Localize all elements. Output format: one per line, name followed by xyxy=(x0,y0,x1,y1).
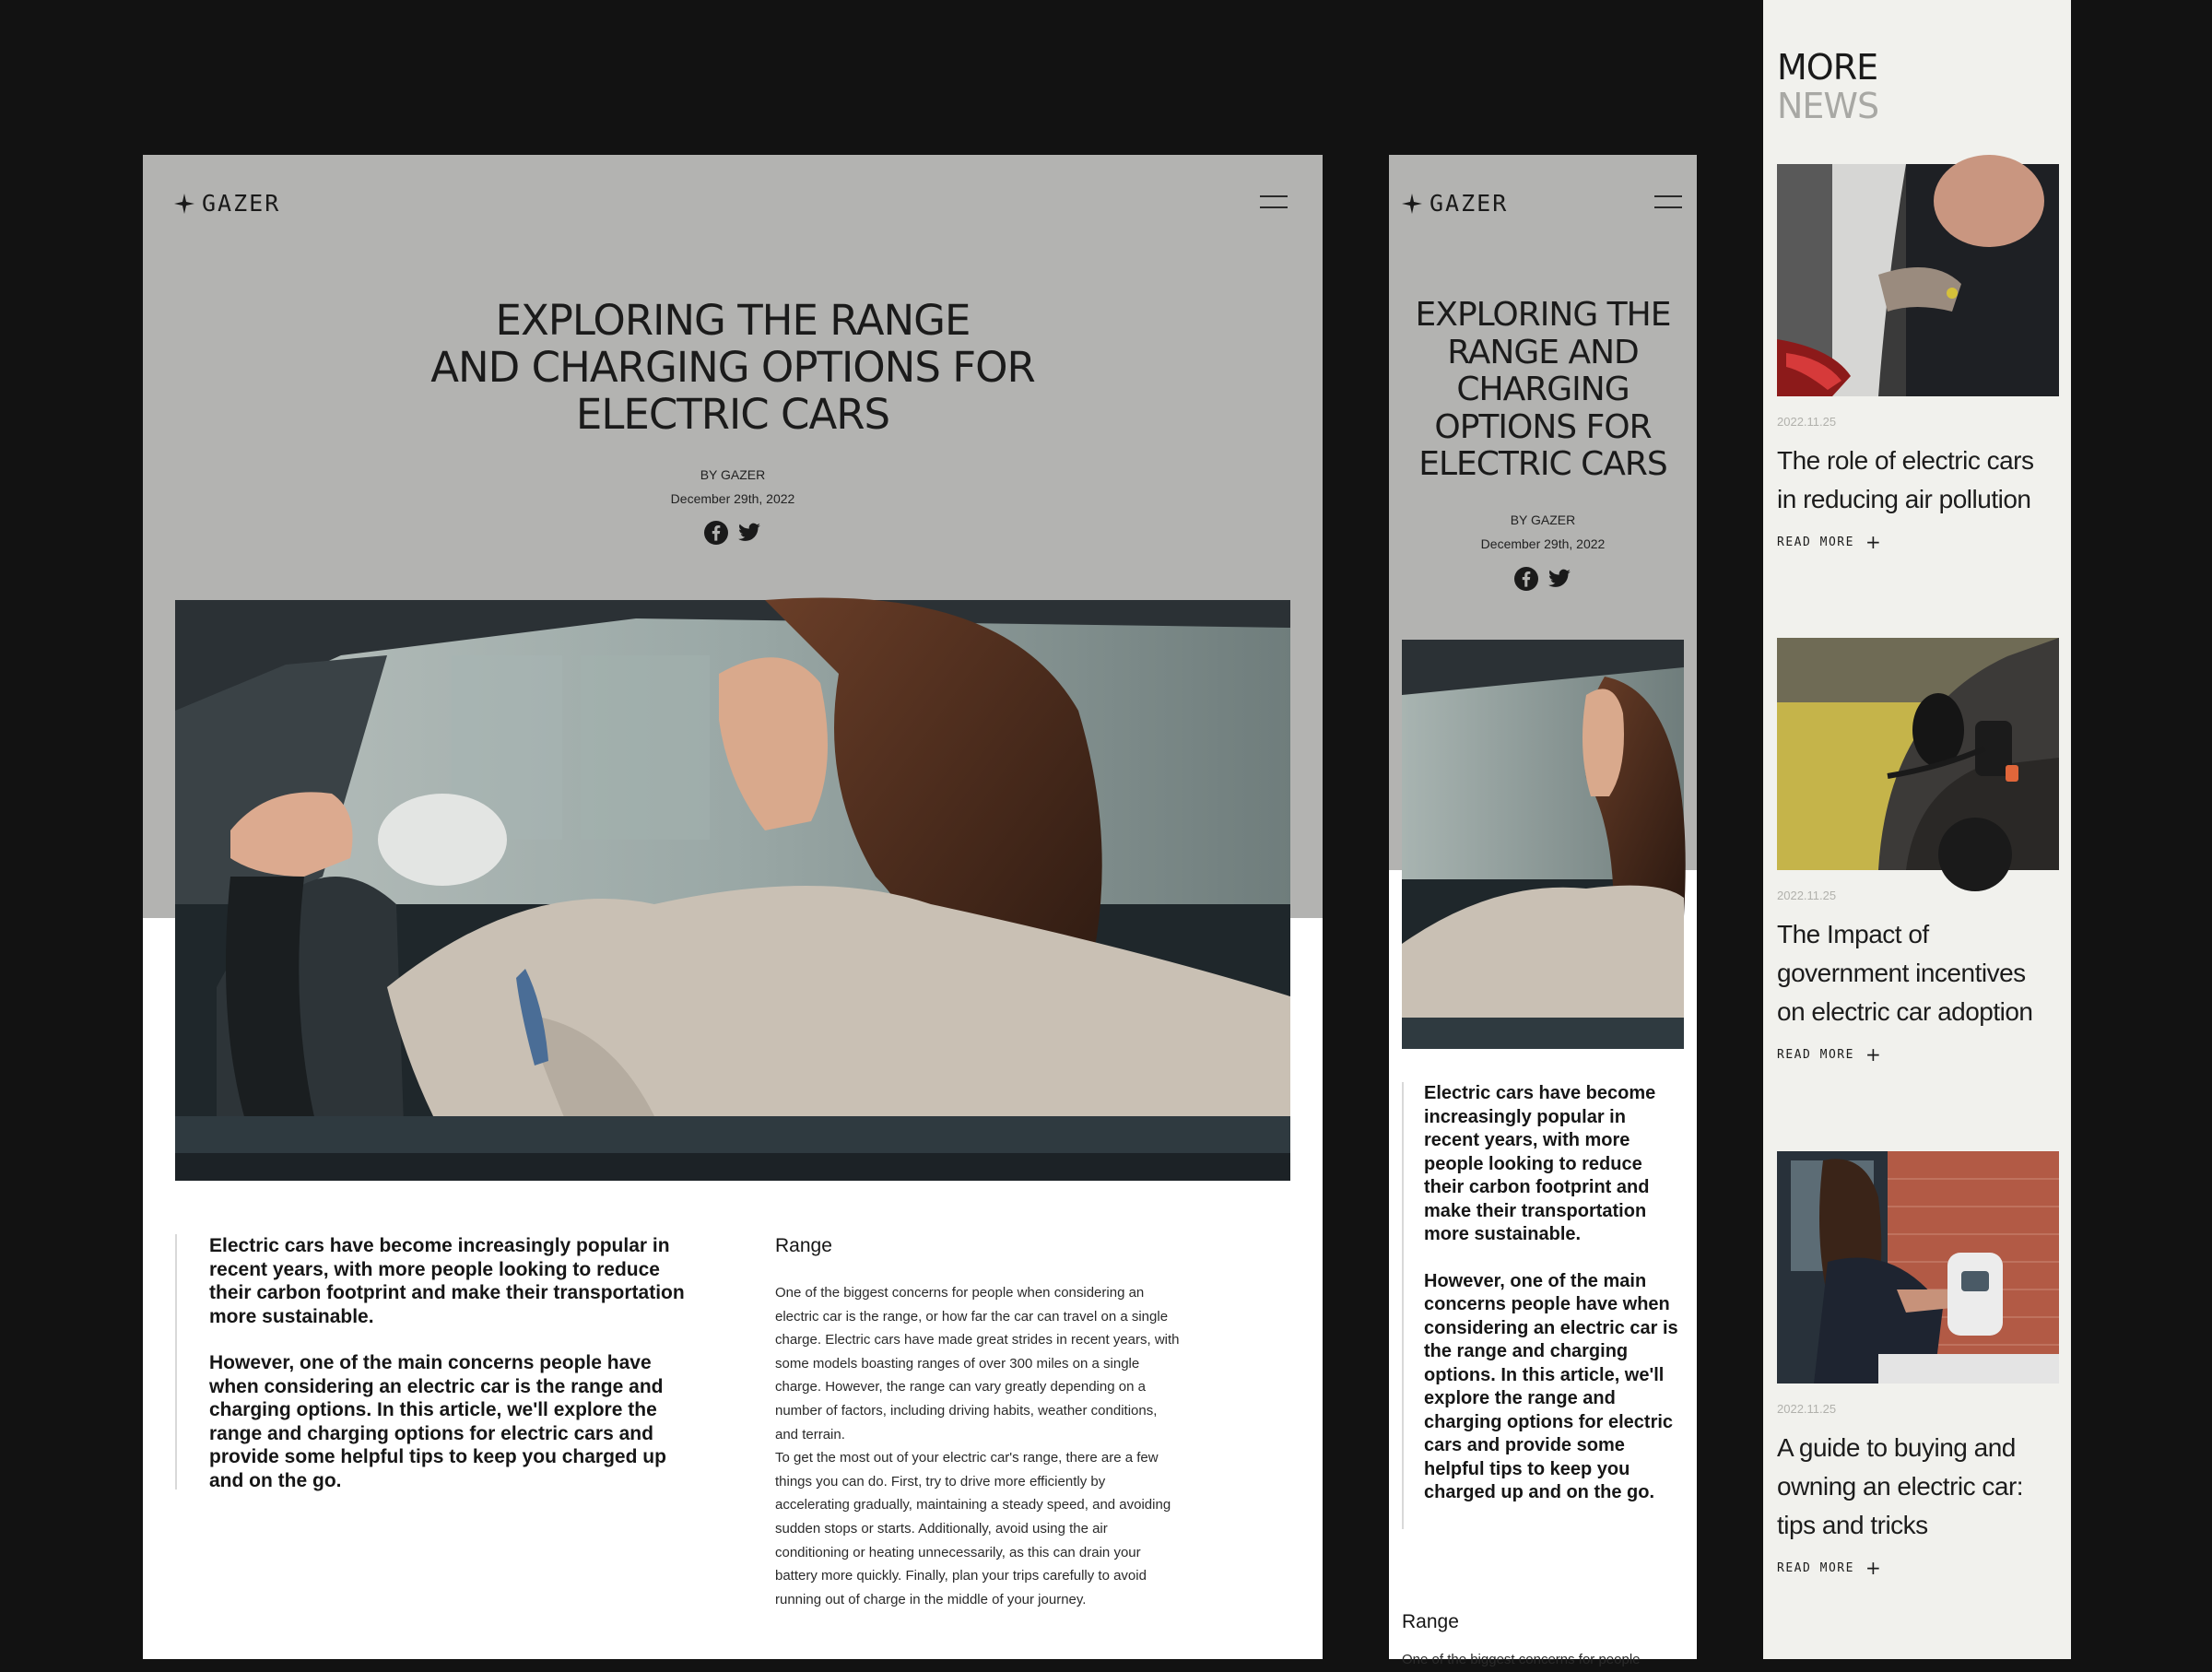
mobile-brand-logo[interactable] xyxy=(1402,190,1508,217)
plus-icon: + xyxy=(1865,1557,1883,1579)
twitter-icon[interactable] xyxy=(737,521,761,545)
news-title[interactable]: The role of electric cars in reducing air pollution xyxy=(1777,446,2034,513)
mobile-section-body: One of the biggest concerns for people xyxy=(1402,1652,1641,1667)
mobile-social-share xyxy=(1389,567,1697,591)
intro-blockquote xyxy=(175,1234,691,1489)
intro-paragraph-2: However, one of the main concerns people have when considering an electric car is the range and charging options. In this article, we'll explore the range and charging options for electric cars and provide some helpful tips to keep you charged up and on the go. xyxy=(209,1352,666,1491)
article-title: EXPLORING THE RANGE AND CHARGING OPTIONS FOR ELECTRIC CARS xyxy=(430,296,1035,439)
hamburger-menu-icon[interactable] xyxy=(1260,195,1288,208)
mobile-brand-name: GAZER xyxy=(1430,190,1509,217)
social-share xyxy=(143,521,1323,545)
read-more-button[interactable]: READ MORE + xyxy=(1777,531,1883,553)
news-date: 2022.11.25 xyxy=(1777,889,1837,902)
news-title[interactable]: The Impact of government incentives on electric car adoption xyxy=(1777,920,2033,1026)
news-thumb-charger-port xyxy=(1777,638,2059,870)
brand-logo[interactable] xyxy=(174,190,280,217)
sparkle-icon xyxy=(1402,194,1422,214)
intro-paragraph-1: Electric cars have become increasingly popular in recent years, with more people looking to reduce their carbon footprint and make their transportation more sustainable. xyxy=(209,1235,685,1327)
byline: BY GAZER xyxy=(700,467,766,482)
mobile-intro-blockquote xyxy=(1402,1082,1678,1529)
news-date: 2022.11.25 xyxy=(1777,1402,1837,1416)
range-paragraph-1: One of the biggest concerns for people when considering an electric car is the range, or how far the car can travel on a single charge. Electric cars have made great strides in recent years, with some models boasting ranges of over 300 miles on a single charge. However, the range can vary greatly depending on a number of factors, including driving habits, weather conditions, and terrain. xyxy=(775,1285,1180,1442)
mobile-hero-photo xyxy=(1402,640,1684,1049)
hero-photo-woman-driving xyxy=(175,600,1290,1181)
facebook-icon[interactable] xyxy=(1514,567,1538,591)
more-news-heading: MORE NEWS xyxy=(1777,47,1879,126)
read-more-button[interactable]: READ MORE + xyxy=(1777,1043,1883,1066)
sparkle-icon xyxy=(174,194,194,214)
desktop-article-panel xyxy=(143,155,1323,1659)
brand-name: GAZER xyxy=(202,190,281,217)
mobile-intro-paragraph-2: However, one of the main concerns people have when considering an electric car is the range and charging options. In this article, we'll explore the range and charging options for electric cars and provide some helpful tips to keep you charged up and on the go. xyxy=(1424,1270,1678,1502)
mobile-intro-paragraph-1: Electric cars have become increasingly popular in recent years, with more people looking to reduce their carbon footprint and make their transportation more sustainable. xyxy=(1424,1083,1656,1244)
publish-date: December 29th, 2022 xyxy=(670,491,795,506)
more-news-sidebar xyxy=(1763,0,2071,1659)
news-card[interactable] xyxy=(1777,1151,2059,1579)
section-heading-range: Range xyxy=(775,1235,832,1256)
news-thumb-wallbox xyxy=(1777,1151,2059,1384)
mobile-article-title: EXPLORING THE RANGE AND CHARGING OPTIONS FOR ELECTRIC CARS xyxy=(1415,296,1671,483)
news-date: 2022.11.25 xyxy=(1777,415,1837,429)
plus-icon: + xyxy=(1865,531,1883,553)
news-card[interactable] xyxy=(1777,638,2059,1066)
mobile-article-panel xyxy=(1389,155,1697,1667)
range-paragraph-2: To get the most out of your electric car's range, there are a few things you can do. First, try to drive more efficiently by accelerating gradually, maintaining a steady speed, and avoiding sudden stops or starts. Additionally, avoid using the air conditioning or heating unnecessarily, as this can drain your battery more quickly. Finally, plan your trips carefully to avoid running out of charge in the middle of your journey. xyxy=(775,1450,1171,1607)
news-thumb-charging-plug xyxy=(1777,164,2059,396)
twitter-icon[interactable] xyxy=(1547,567,1571,591)
news-title[interactable]: A guide to buying and owning an electric car: tips and tricks xyxy=(1777,1433,2024,1539)
mobile-byline: BY GAZER xyxy=(1510,512,1576,527)
plus-icon: + xyxy=(1865,1043,1883,1066)
section-body-range xyxy=(775,1281,1181,1611)
mobile-hamburger-menu-icon[interactable] xyxy=(1654,195,1682,208)
mobile-publish-date: December 29th, 2022 xyxy=(1480,536,1606,551)
facebook-icon[interactable] xyxy=(704,521,728,545)
news-card[interactable] xyxy=(1777,164,2059,553)
read-more-button[interactable]: READ MORE + xyxy=(1777,1557,1883,1579)
mobile-section-heading-range: Range xyxy=(1402,1611,1459,1632)
